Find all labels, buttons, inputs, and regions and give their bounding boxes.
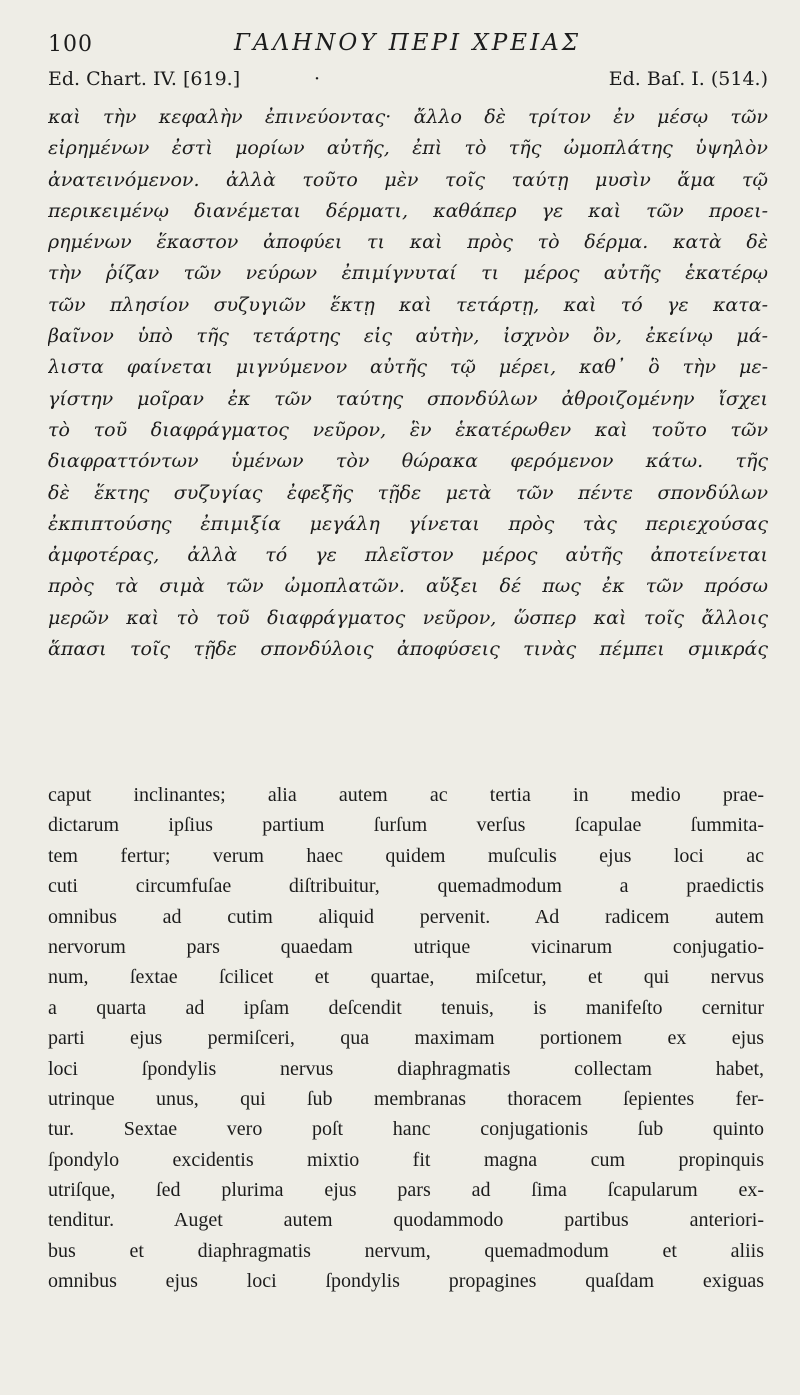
greek-text-line: μερῶν καὶ τὸ τοῦ διαφράγματος νεῦρον, ὥσπερ καὶ τοῖς ἄλλοις [48,606,768,629]
greek-text-line: ἀνατεινόμενον. ἀλλὰ τοῦτο μὲν τοῖς ταύτῃ μυσὶν ἅμα τῷ [48,168,768,191]
latin-text-line: num, ſextae ſcilicet et quartae, miſcetur, et qui nervus [48,966,764,989]
latin-text-block [48,780,764,1297]
latin-text-line: utriſque, ſed plurima ejus pars ad ſima ſcapularum ex- [48,1179,764,1202]
latin-text-line: tem fertur; verum haec quidem muſculis ejus loci ac [48,844,764,867]
edition-separator-mark: · [314,68,321,90]
latin-text-line: nervorum pars quaedam utrique vicinarum conjugatio- [48,935,764,958]
latin-text-line: loci ſpondylis nervus diaphragmatis collectam habet, [48,1057,764,1080]
greek-text-block [48,102,768,665]
greek-text-line: ἐκπιπτούσης ἐπιμιξία μεγάλη γίνεται πρὸς τὰς περιεχούσας [48,512,768,535]
latin-text-line: parti ejus permiſceri, qua maximam portionem ex ejus [48,1027,764,1050]
greek-text-line: γίστην μοῖραν ἐκ τῶν ταύτης σπονδύλων ἀθροιζομένην ἴσχει [48,387,768,410]
edition-references [48,68,768,94]
greek-text-line: βαῖνον ὑπὸ τῆς τετάρτης εἰς αὐτὴν, ἰσχνὸν ὂν, ἐκείνῳ μά- [48,325,768,348]
greek-text-line: τὴν ῥίζαν τῶν νεύρων ἐπιμίγνυταί τι μέρος αὐτῆς ἑκατέρῳ [48,262,768,285]
greek-text-line: τῶν πλησίον συζυγιῶν ἕκτῃ καὶ τετάρτῃ, καὶ τό γε κατα- [48,293,768,316]
greek-text-line: ἀμφοτέρας, ἀλλὰ τό γε πλεῖστον μέρος αὐτῆς ἀποτείνεται [48,544,768,567]
greek-text-line: λιστα φαίνεται μιγνύμενον αὐτῆς τῷ μέρει, καθ᾿ ὃ τὴν με- [48,356,768,379]
latin-text-line: omnibus ad cutim aliquid pervenit. Ad radicem autem [48,905,764,928]
latin-text-line: a quarta ad ipſam deſcendit tenuis, is manifeſto cernitur [48,996,764,1019]
greek-text-line: καὶ τὴν κεφαλὴν ἐπινεύοντας· ἄλλο δὲ τρίτον ἐν μέσῳ τῶν [48,106,768,128]
latin-text-line: cuti circumfuſae diſtribuitur, quemadmodum a praedictis [48,875,764,898]
greek-text-line: πρὸς τὰ σιμὰ τῶν ὠμοπλατῶν. αὔξει δέ πως ἐκ τῶν πρόσω [48,575,768,598]
greek-text-line: εἰρημένων ἐστὶ μορίων αὐτῆς, ἐπὶ τὸ τῆς ὠμοπλάτης ὑψηλὸν [48,137,768,160]
latin-text-line: tur. Sextae vero poſt hanc conjugationis ſub quinto [48,1118,764,1141]
latin-text-line: ſpondylo excidentis mixtio fit magna cum propinquis [48,1148,764,1171]
greek-text-line: περικειμένῳ διανέμεται δέρματι, καθάπερ γε καὶ τῶν προει- [48,199,768,222]
running-title: ΓΑΛΗΝΟΥ ΠΕΡΙ ΧΡΕΙΑΣ [234,30,582,56]
edition-chartier-ref: Ed. Chart. IV. [619.] [48,68,241,90]
running-head [48,30,768,62]
greek-text-line: ἅπασι τοῖς τῇδε σπονδύλοις ἀποφύσεις τινὰς πέμπει σμικράς [48,638,768,661]
greek-text-line: τὸ τοῦ διαφράγματος νεῦρον, ἓν ἑκατέρωθεν καὶ τοῦτο τῶν [48,418,768,441]
greek-text-line: διαφραττόντων ὑμένων τὸν θώρακα φερόμενον κάτω. τῆς [48,450,768,473]
latin-text-line: caput inclinantes; alia autem ac tertia in medio prae- [48,784,764,806]
latin-text-line: bus et diaphragmatis nervum, quemadmodum et aliis [48,1239,764,1262]
page-number: 100 [48,32,93,57]
latin-text-line: dictarum ipſius partium ſurſum verſus ſcapulae ſummita- [48,814,764,837]
greek-text-line: ρημένων ἕκαστον ἀποφύει τι καὶ πρὸς τὸ δέρμα. κατὰ δὲ [48,231,768,254]
latin-text-line: utrinque unus, qui ſub membranas thoracem ſepientes fer- [48,1087,764,1110]
latin-text-line: tenditur. Auget autem quodammodo partibus anteriori- [48,1209,764,1232]
latin-text-line: omnibus ejus loci ſpondylis propagines quaſdam exiguas [48,1270,764,1293]
edition-basel-ref: Ed. Baſ. I. (514.) [608,68,768,90]
greek-text-line: δὲ ἕκτης συζυγίας ἐφεξῆς τῇδε μετὰ τῶν πέντε σπονδύλων [48,481,768,504]
